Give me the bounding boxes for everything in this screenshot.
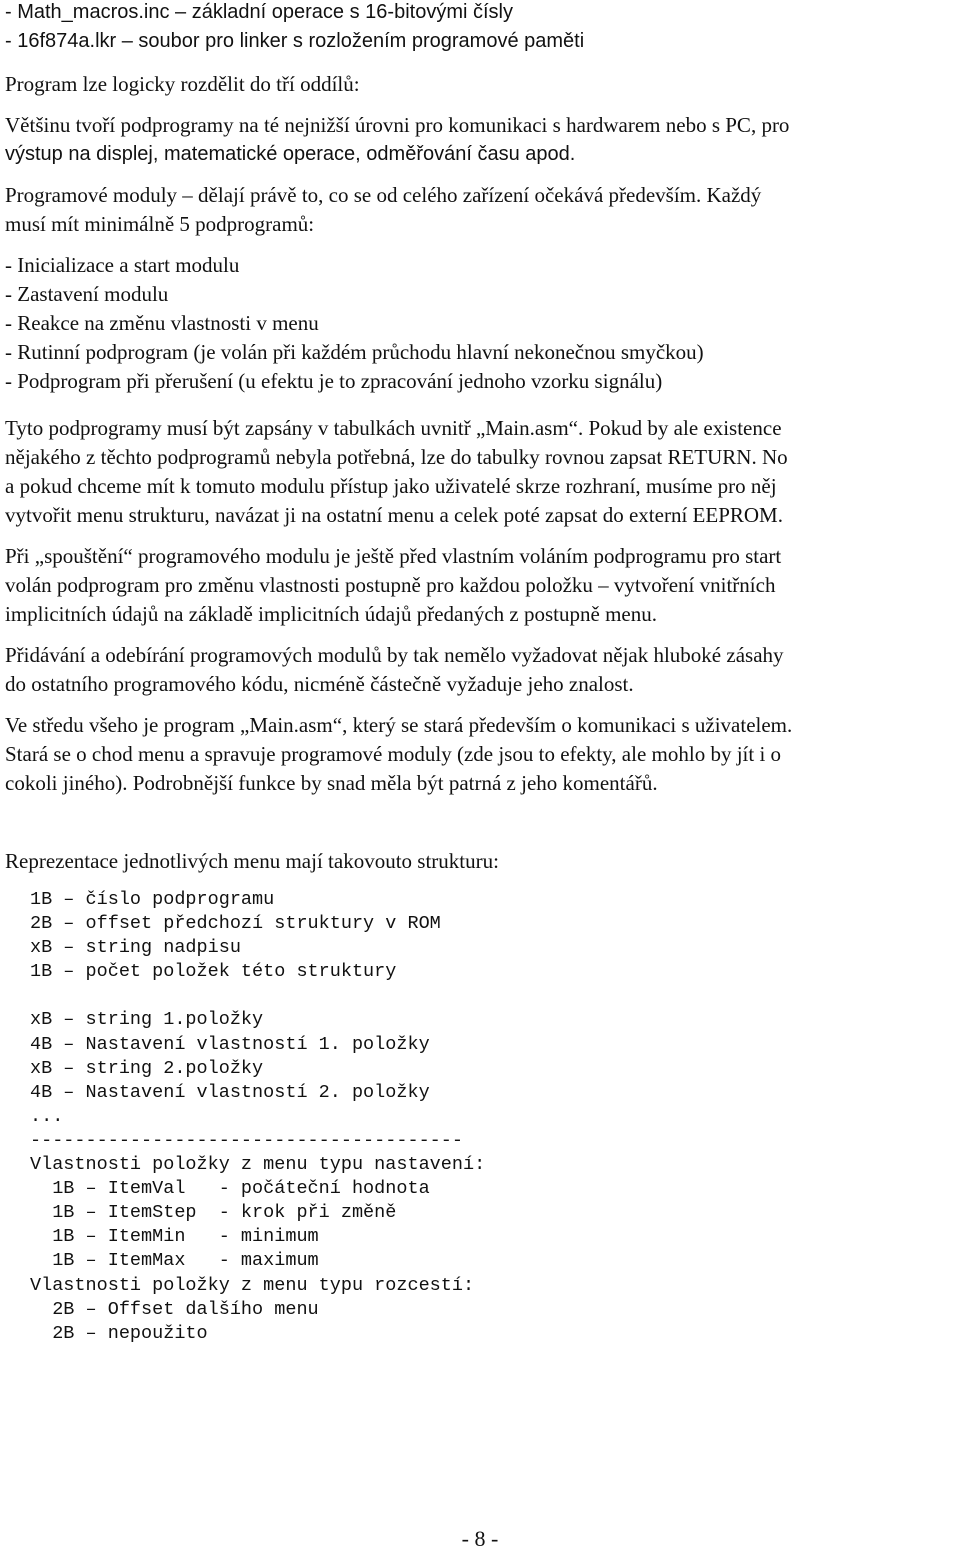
file-list (5, 0, 955, 56)
list-item: - Reakce na změnu vlastnosti v menu (5, 311, 319, 335)
code-line: xB – string 1.položky (30, 1009, 264, 1031)
paragraph-line: Tyto podprogramy musí být zapsány v tabulkách uvnitř „Main.asm“. Pokud by ale existence (5, 416, 782, 440)
code-line: 1B – ItemMax - maximum (30, 1250, 319, 1272)
code-line: 1B – ItemVal - počáteční hodnota (30, 1178, 430, 1200)
file-list-item: - Math_macros.inc – základní operace s 16-bitovými čísly (5, 1, 513, 23)
code-line: 1B – ItemMin - minimum (30, 1226, 319, 1248)
page-number: - 8 - (461, 1526, 499, 1551)
list-item: - Rutinní podprogram (je volán při každém průchodu hlavní nekonečnou smyčkou) (5, 340, 704, 364)
paragraph-tables (5, 414, 955, 530)
paragraph-line: Při „spouštění“ programového modulu je ještě před vlastním voláním podprogramu pro start (5, 544, 782, 568)
subprogram-list (5, 251, 955, 396)
code-line: 1B – ItemStep - krok při změně (30, 1202, 397, 1224)
paragraph-line: a pokud chceme mít k tomuto modulu přístup jako uživatelé skrze rozhraní, musíme pro něj (5, 474, 777, 498)
paragraph-subprograms (5, 111, 955, 169)
paragraph-modules-intro (5, 181, 955, 239)
paragraph-line: cokoli jiného). Podrobnější funkce by snad měla být patrná z jeho komentářů. (5, 771, 658, 795)
code-line: 1B – počet položek této struktury (30, 961, 397, 983)
paragraph-line: vytvořit menu strukturu, navázat ji na ostatní menu a celek poté zapsat do externí EEPROM. (5, 503, 783, 527)
list-item: - Inicializace a start modulu (5, 253, 240, 277)
paragraph-line: musí mít minimálně 5 podprogramů: (5, 212, 315, 236)
structure-heading: Reprezentace jednotlivých menu mají takovouto strukturu: (5, 849, 499, 873)
code-line: 2B – nepoužito (30, 1322, 208, 1344)
code-line: 1B – číslo podprogramu (30, 889, 275, 910)
code-divider: --------------------------------------- (30, 1129, 463, 1151)
document-page (5, 0, 955, 1346)
menu-structure-code (30, 888, 955, 1346)
paragraph-module-management (5, 641, 955, 699)
paragraph-line: Ve středu všeho je program „Main.asm“, který se stará především o komunikaci s uživatelem. (5, 713, 793, 737)
paragraph-start (5, 542, 955, 629)
paragraph-line: Programové moduly – dělají právě to, co se od celého zařízení očekává především. Každý (5, 183, 762, 207)
code-line: 2B – offset předchozí struktury v ROM (30, 913, 441, 935)
paragraph-line: Většinu tvoří podprogramy na té nejnižší úrovni pro komunikaci s hardwarem nebo s PC, pro (5, 113, 790, 137)
code-line: 2B – Offset dalšího menu (30, 1298, 319, 1320)
code-line: 4B – Nastavení vlastností 1. položky (30, 1033, 430, 1055)
paragraph-line: volán podprogram pro změnu vlastnosti postupně pro každou položku – vytvoření vnitřních (5, 573, 776, 597)
paragraph-line: Stará se o chod menu a spravuje programové moduly (zde jsou to efekty, ale mohlo by jít i o (5, 742, 782, 766)
code-line: Vlastnosti položky z menu typu nastavení: (30, 1154, 486, 1176)
paragraph-line: implicitních údajů na základě implicitních údajů předaných z postupně menu. (5, 602, 657, 626)
paragraph-line: výstup na displej, matematické operace, odměřování času apod. (5, 143, 576, 165)
paragraph-line: Přidávání a odebírání programových modulů by tak nemělo vyžadovat nějak hluboké zásahy (5, 643, 784, 667)
list-item: - Zastavení modulu (5, 282, 169, 306)
code-line: ... (30, 1105, 64, 1127)
code-line: xB – string nadpisu (30, 937, 241, 959)
code-line: Vlastnosti položky z menu typu rozcestí: (30, 1274, 475, 1296)
paragraph-line: nějakého z těchto podprogramů nebyla potřebná, lze do tabulky rovnou zapsat RETURN. No (5, 445, 788, 469)
paragraph-line: do ostatního programového kódu, nicméně částečně vyžaduje jeho znalost. (5, 672, 634, 696)
list-item: - Podprogram při přerušení (u efektu je to zpracování jednoho vzorku signálu) (5, 369, 663, 393)
code-line: 4B – Nastavení vlastností 2. položky (30, 1081, 430, 1103)
paragraph-main-program (5, 711, 955, 798)
code-line: xB – string 2.položky (30, 1057, 264, 1079)
section-heading: Program lze logicky rozdělit do tří oddílů: (5, 72, 360, 96)
file-list-item: - 16f874a.lkr – soubor pro linker s rozložením programové paměti (5, 30, 585, 52)
